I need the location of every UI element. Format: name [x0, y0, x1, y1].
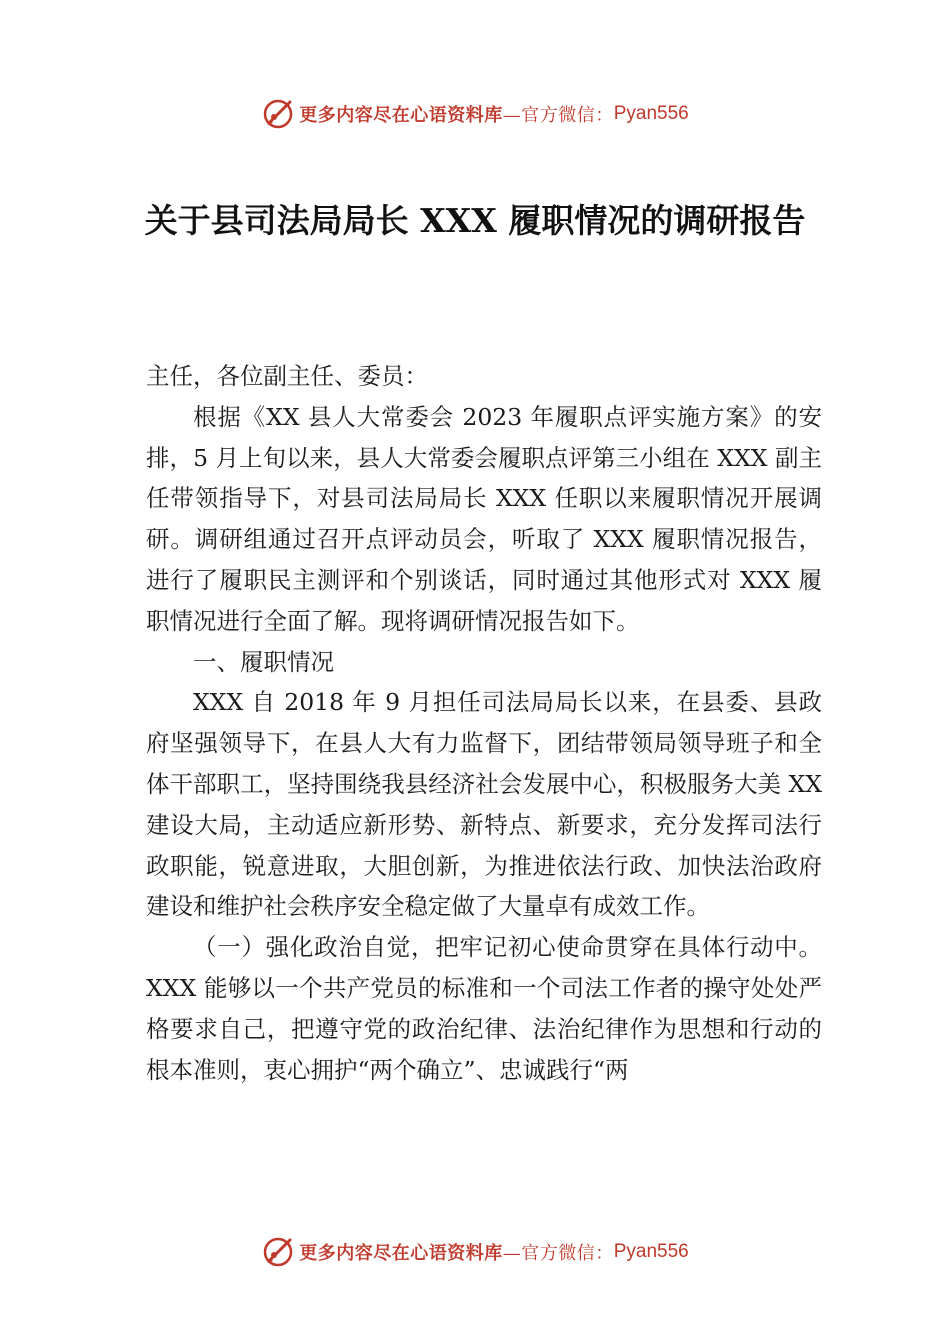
paragraph-intro: 根据《XX 县人大常委会 2023 年履职点评实施方案》的安排，5 月上旬以来，县人大常委会履职点评第三小组在 XXX 副主任带领指导下，对县司法局局长 XXX 任职以来履职情况开展调研。调研组通过召开点评动员会，听取了 XXX 履职情况报告，进行了履职民主测评和个别谈话，同时通过其他形式对 XXX 履职情况进行全面了解。现将调研情况报告如下。	[146, 402, 822, 635]
paragraph-subsection-1: （一）强化政治自觉，把牢记初心使命贯穿在具体行动中。XXX 能够以一个共产党员的标准和一个司法工作者的操守处处严格要求自己，把遵守党的政治纪律、法治纪律作为思想和行动的根本准则，衷心拥护“两个确立”、忠诚践行“两	[146, 933, 822, 1084]
watermark-text: 更多内容尽在心语资料库—官方微信：	[299, 1243, 614, 1264]
brush-logo-icon	[261, 1235, 295, 1269]
wechat-id: Pyan556	[613, 1241, 689, 1262]
section-heading: 一、履职情况	[193, 647, 334, 676]
brush-logo-icon	[261, 97, 295, 131]
salutation: 主任，各位副主任、委员：	[146, 362, 428, 390]
header-watermark	[0, 94, 950, 134]
watermark-text: 更多内容尽在心语资料库—官方微信：	[299, 105, 614, 126]
paragraph-overview: XXX 自 2018 年 9 月担任司法局局长以来，在县委、县政府坚强领导下，在县人大有力监督下，团结带领局领导班子和全体干部职工，坚持围绕我县经济社会发展中心，积极服务大美 XX 建设大局，主动适应新形势、新特点、新要求，充分发挥司法行政职能，锐意进取，大胆创新，为推进依法行政、加快法治政府建设和维护社会秩序安全稳定做了大量卓有成效工作。	[146, 688, 822, 921]
document-title: 关于县司法局局长 XXX 履职情况的调研报告	[144, 201, 806, 240]
document-body	[146, 356, 822, 1090]
wechat-id: Pyan556	[613, 103, 689, 124]
footer-watermark	[0, 1232, 950, 1272]
